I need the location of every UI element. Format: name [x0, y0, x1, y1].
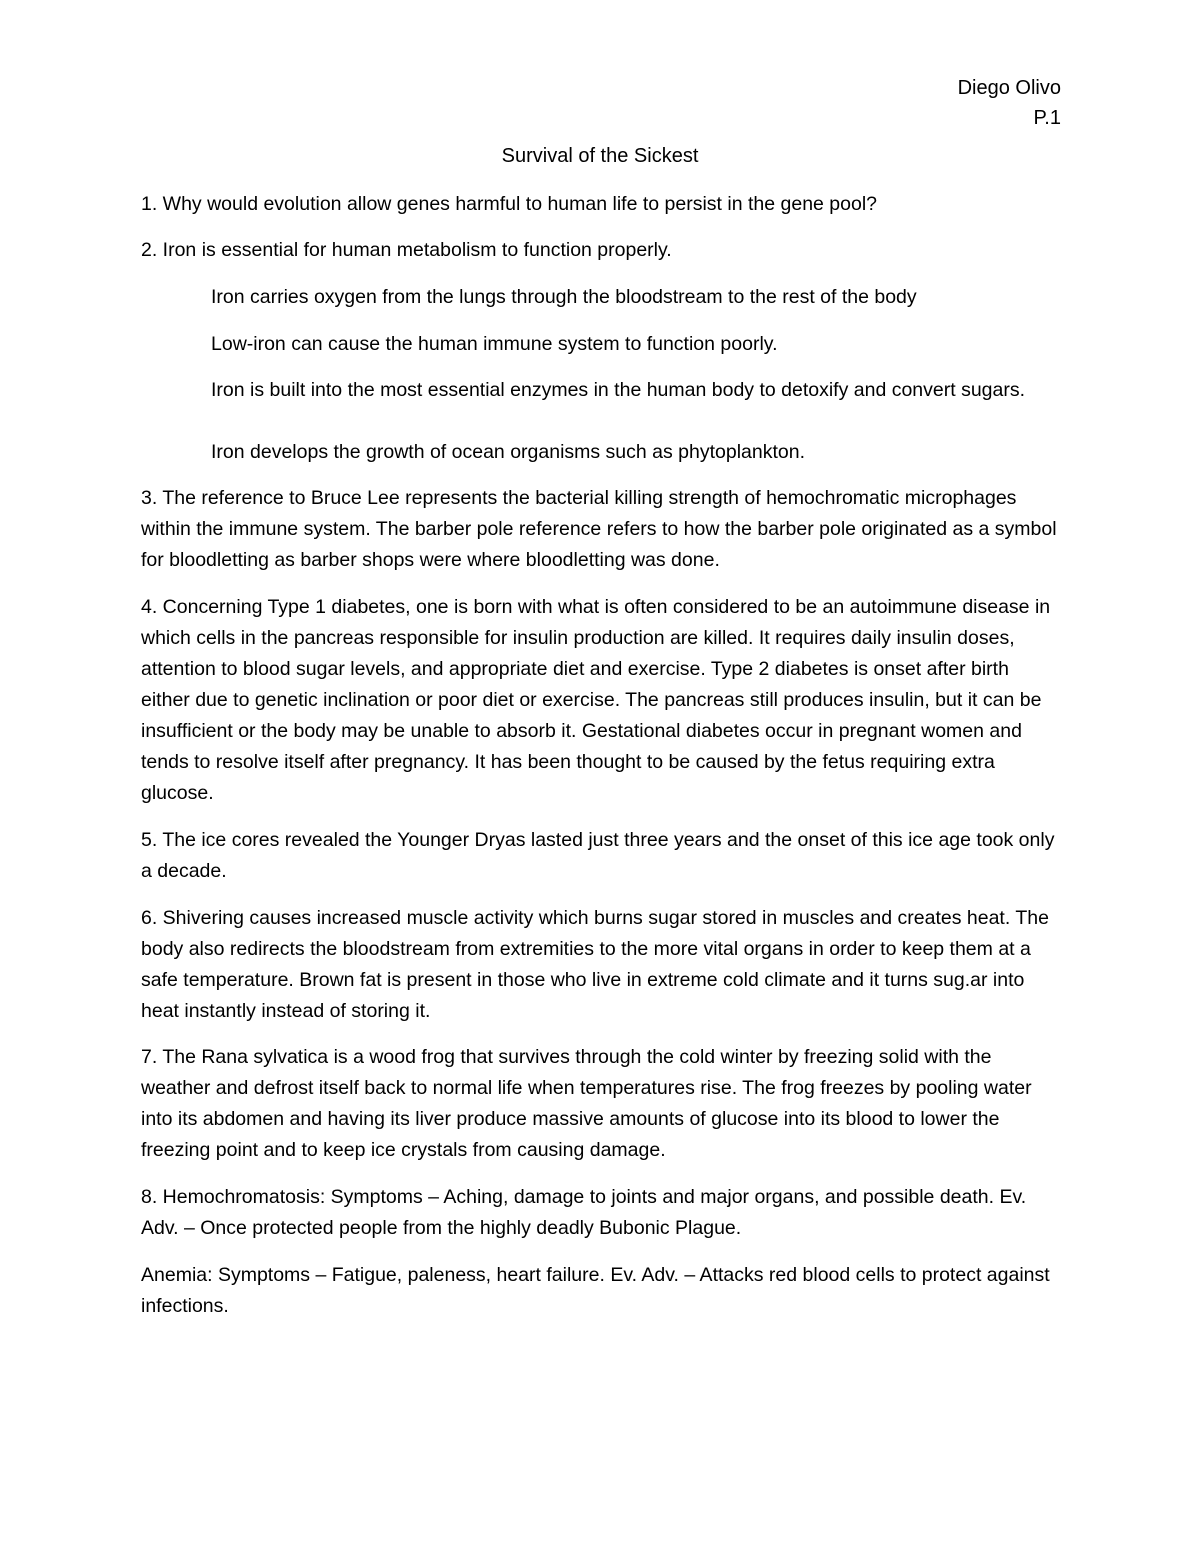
- answer-7: 7. The Rana sylvatica is a wood frog that survives through the cold winter by freezing solid with the weather and defrost itself back to normal life when temperatures rise. The frog freezes by pooling water into its abdomen and having its liver produce massive amounts of glucose into its blood to lower the freezing point and to keep ice crystals from causing damage.: [141, 1046, 1032, 1161]
- answer-2-point: Iron is built into the most essential enzymes in the human body to detoxify and convert sugars.: [211, 379, 1026, 401]
- answer-2-point: Iron develops the growth of ocean organisms such as phytoplankton.: [211, 441, 806, 463]
- answer-6: 6. Shivering causes increased muscle activity which burns sugar stored in muscles and creates heat. The body also redirects the bloodstream from extremities to the more vital organs in order to keep them at a safe temperature. Brown fat is present in those who live in extreme cold climate and it turns sug.ar into heat instantly instead of storing it.: [141, 907, 1049, 1022]
- answer-4: 4. Concerning Type 1 diabetes, one is born with what is often considered to be an autoimmune disease in which cells in the pancreas responsible for insulin production are killed. It requires daily insulin doses, attention to blood sugar levels, and appropriate diet and exercise. Type 2 diabetes is onset after birth either due to genetic inclination or poor diet or exercise. The pancreas still produces insulin, but it can be insufficient or the body may be unable to absorb it. Gestational diabetes occur in pregnant women and tends to resolve itself after pregnancy. It has been thought to be caused by the fetus requiring extra glucose.: [141, 596, 1051, 804]
- class-period: P.1: [1033, 107, 1061, 129]
- answer-8: 8. Hemochromatosis: Symptoms – Aching, damage to joints and major organs, and possible death. Ev. Adv. – Once protected people from the highly deadly Bubonic Plague.: [141, 1186, 1027, 1239]
- answer-8-anemia: Anemia: Symptoms – Fatigue, paleness, heart failure. Ev. Adv. – Attacks red blood cells to protect against infections.: [141, 1264, 1050, 1317]
- answer-5: 5. The ice cores revealed the Younger Dryas lasted just three years and the onset of this ice age took only a decade.: [141, 829, 1055, 882]
- page-title: Survival of the Sickest: [501, 145, 699, 167]
- answer-1: 1. Why would evolution allow genes harmful to human life to persist in the gene pool?: [141, 193, 878, 215]
- answer-3: 3. The reference to Bruce Lee represents the bacterial killing strength of hemochromatic microphages within the immune system. The barber pole reference refers to how the barber pole originated as a symbol for bloodletting as barber shops were where bloodletting was done.: [141, 487, 1057, 571]
- answer-2-point: Low-iron can cause the human immune system to function poorly.: [211, 333, 778, 355]
- author-name: Diego Olivo: [957, 77, 1061, 99]
- answer-2: 2. Iron is essential for human metabolism to function properly.: [141, 239, 672, 261]
- answer-2-point: Iron carries oxygen from the lungs through the bloodstream to the rest of the body: [211, 286, 917, 308]
